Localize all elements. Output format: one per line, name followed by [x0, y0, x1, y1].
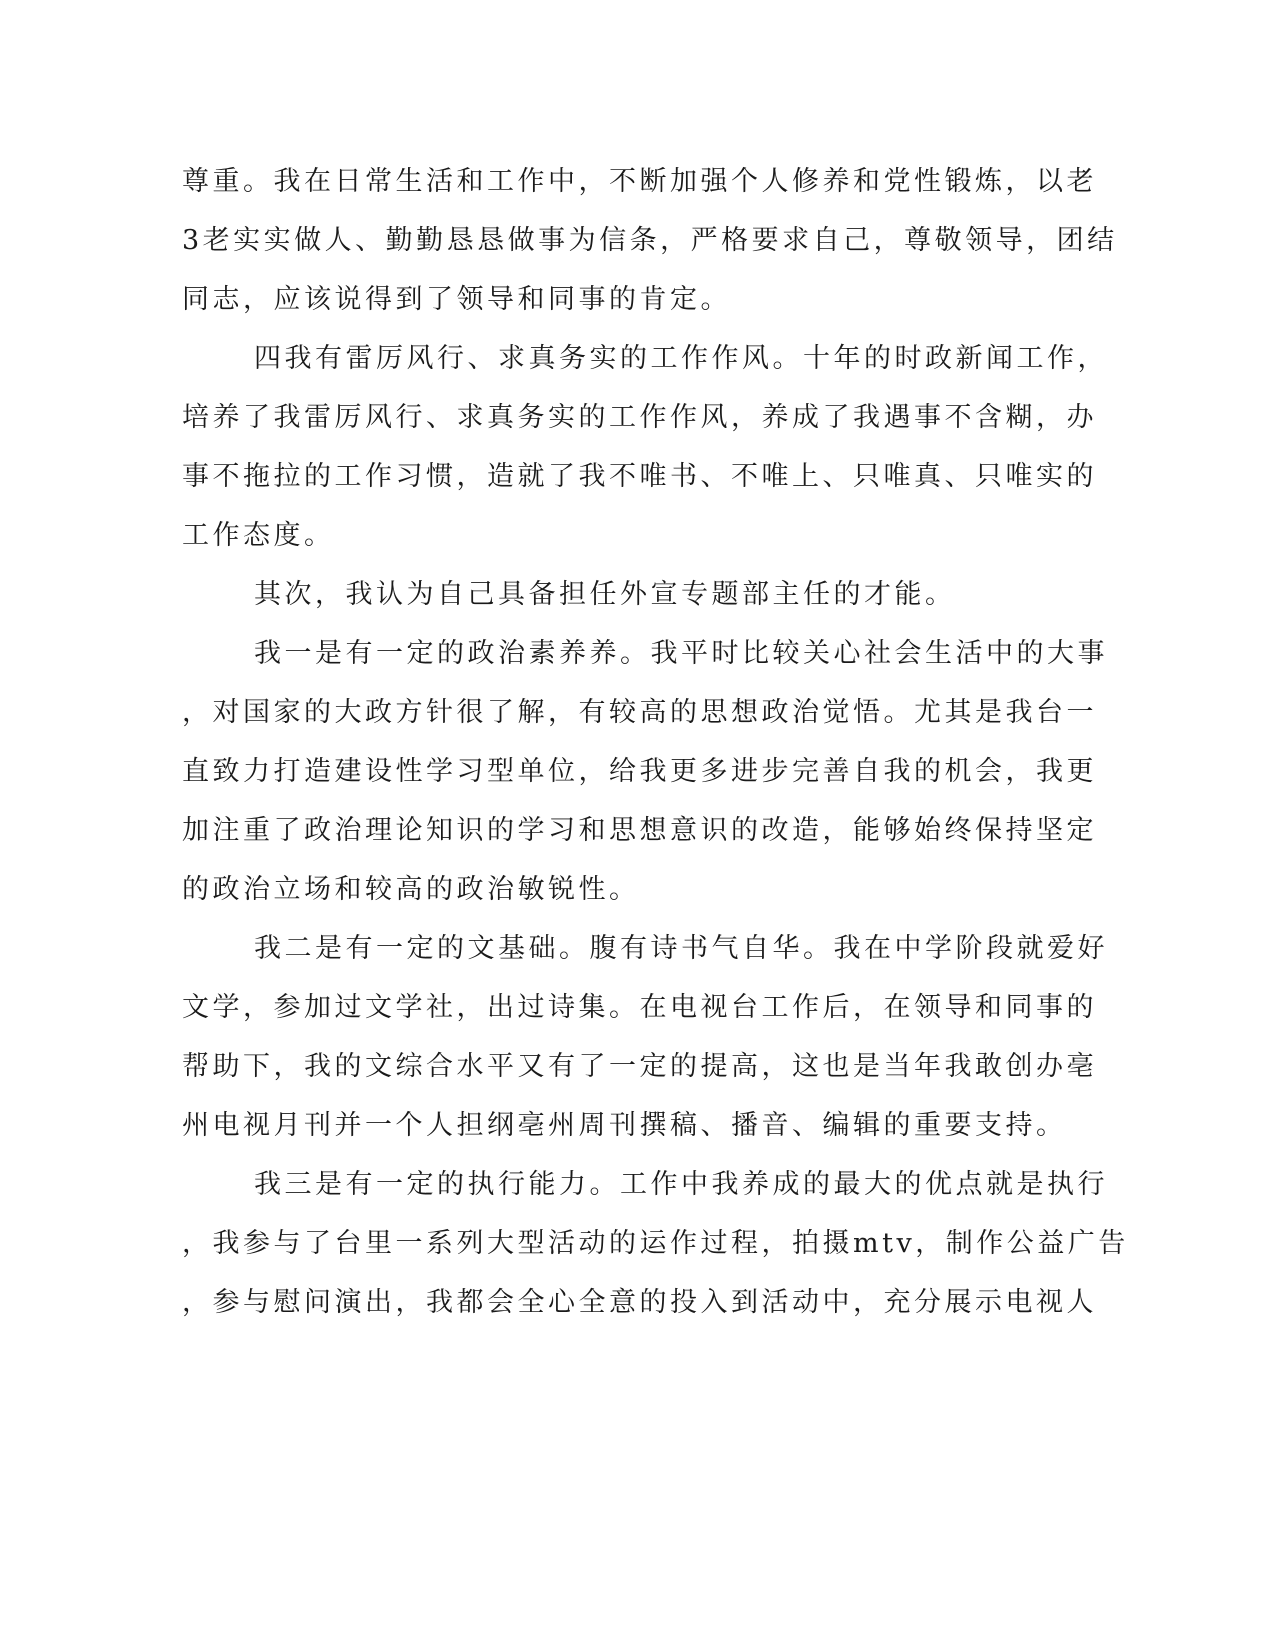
text-line: 3老实实做人、勤勤恳恳做事为信条，严格要求自己，尊敬领导，团结	[182, 225, 1118, 256]
body-text	[182, 152, 1129, 1332]
text-line: 培养了我雷厉风行、求真务实的工作作风，养成了我遇事不含糊，办	[182, 402, 1097, 433]
text-line: 帮助下，我的文综合水平又有了一定的提高，这也是当年我敢创办亳	[182, 1051, 1097, 1082]
text-line: 同志，应该说得到了领导和同事的肯定。	[182, 284, 731, 315]
text-line: ，参与慰问演出，我都会全心全意的投入到活动中，充分展示电视人	[182, 1287, 1097, 1318]
text-line: ，我参与了台里一系列大型活动的运作过程，拍摄mtv，制作公益广告	[182, 1228, 1129, 1259]
text-line: 直致力打造建设性学习型单位，给我更多进步完善自我的机会，我更	[182, 756, 1097, 787]
text-line: 文学，参加过文学社，出过诗集。在电视台工作后，在领导和同事的	[182, 992, 1097, 1023]
text-line: 我二是有一定的文基础。腹有诗书气自华。我在中学阶段就爱好	[254, 933, 1108, 964]
text-line: 加注重了政治理论知识的学习和思想意识的改造，能够始终保持坚定	[182, 815, 1097, 846]
text-line: 的政治立场和较高的政治敏锐性。	[182, 874, 640, 905]
text-line: 其次，我认为自己具备担任外宣专题部主任的才能。	[254, 579, 956, 610]
text-line: 四我有雷厉风行、求真务实的工作作风。十年的时政新闻工作，	[254, 343, 1108, 374]
text-line: 工作态度。	[182, 520, 335, 551]
text-line: ，对国家的大政方针很了解，有较高的思想政治觉悟。尤其是我台一	[182, 697, 1097, 728]
text-line: 尊重。我在日常生活和工作中，不断加强个人修养和党性锻炼，以老	[182, 166, 1097, 197]
text-line: 州电视月刊并一个人担纲亳州周刊撰稿、播音、编辑的重要支持。	[182, 1110, 1067, 1141]
text-line: 我三是有一定的执行能力。工作中我养成的最大的优点就是执行	[254, 1169, 1108, 1200]
text-line: 事不拖拉的工作习惯，造就了我不唯书、不唯上、只唯真、只唯实的	[182, 461, 1097, 492]
text-line: 我一是有一定的政治素养养。我平时比较关心社会生活中的大事	[254, 638, 1108, 669]
